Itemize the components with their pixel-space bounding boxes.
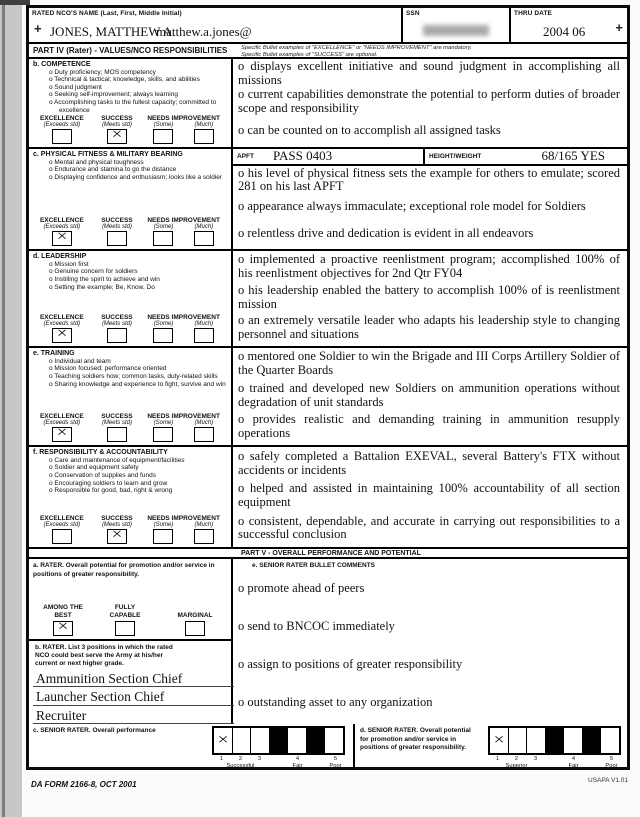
form-version: USAPA V1.01 <box>588 777 628 784</box>
rater-potential-options <box>29 602 231 636</box>
physical-fitness-bullets-cell <box>233 149 627 249</box>
needs-some-checkbox[interactable] <box>153 231 173 246</box>
needs-much-checkbox[interactable] <box>194 328 214 343</box>
much-sublabel: (Much) <box>194 320 214 327</box>
needs-some-checkbox[interactable] <box>153 529 173 544</box>
attribute-list <box>33 261 228 292</box>
position-entry: Ammunition Section Chief <box>33 669 234 688</box>
bullet-comment: o appearance always immaculate; exceptional role model for Soldiers <box>238 199 586 214</box>
success-sublabel: (Meets std) <box>101 419 132 426</box>
rater-positions-cell <box>29 641 231 725</box>
part5-rater-column <box>29 559 233 724</box>
needs-some-checkbox[interactable] <box>153 328 173 343</box>
excellence-sublabel: (Exceeds std) <box>43 521 81 528</box>
part5-bottom-row <box>29 724 627 770</box>
excellence-label: EXCELLENCE <box>39 313 84 321</box>
excellence-label: EXCELLENCE <box>39 216 84 224</box>
attribute-item: o Duty proficiency; MOS competency <box>49 68 156 76</box>
needs-improvement-label: NEEDS IMPROVEMENT <box>147 216 220 224</box>
success-sublabel: (Meets std) <box>101 121 132 128</box>
needs-much-checkbox[interactable] <box>194 529 214 544</box>
section-competence <box>29 59 627 149</box>
apft-label: APFT <box>237 152 254 160</box>
attribute-item: o Mission focused; performance oriented <box>49 365 167 373</box>
attribute-item: o Sound judgment <box>49 83 102 91</box>
section-responsibility <box>29 447 627 549</box>
section-title: b. COMPETENCE <box>33 60 91 68</box>
excellence-sublabel: (Exceeds std) <box>43 419 81 426</box>
fully-capable-checkbox[interactable] <box>115 621 135 636</box>
much-sublabel: (Much) <box>194 223 214 230</box>
attribute-item: o Displaying confidence and enthusiasm; looks like a soldier <box>49 173 223 181</box>
success-sublabel: (Meets std) <box>101 521 132 528</box>
success-checkbox[interactable] <box>107 328 127 343</box>
scale-filler <box>307 728 326 753</box>
needs-improvement-label: NEEDS IMPROVEMENT <box>147 514 220 522</box>
some-sublabel: (Some) <box>153 320 174 327</box>
registration-plus-icon: + <box>615 20 623 35</box>
needs-some-checkbox[interactable] <box>153 427 173 442</box>
much-sublabel: (Much) <box>194 121 214 128</box>
needs-much-checkbox[interactable] <box>194 427 214 442</box>
leadership-left-cell <box>29 251 233 346</box>
excellence-checkbox[interactable] <box>52 129 72 144</box>
potential-scale <box>488 726 621 770</box>
needs-much-checkbox[interactable] <box>194 231 214 246</box>
section-title: e. TRAINING <box>33 349 75 357</box>
ssn-label: SSN <box>406 10 420 17</box>
excellence-label: EXCELLENCE <box>39 114 84 122</box>
bullet-comment: o consistent, dependable, and accurate in carrying out responsibilities to a successful conclusion <box>238 513 620 542</box>
scale-box-5[interactable] <box>601 728 619 753</box>
success-checkbox[interactable]: × <box>107 129 127 144</box>
section-training <box>29 348 627 447</box>
scale-box-3[interactable] <box>251 728 270 753</box>
excellence-sublabel: (Exceeds std) <box>43 320 81 327</box>
thru-date-value: 2004 06 <box>543 24 586 39</box>
section-title: c. PHYSICAL FITNESS & MILITARY BEARING <box>33 150 183 158</box>
ssn-cell <box>401 8 509 42</box>
section-physical-fitness <box>29 149 627 251</box>
scale-words: Successful Fair Poor <box>226 763 342 770</box>
leadership-bullets-cell <box>233 251 627 346</box>
senior-rater-comments-label: e. SENIOR RATER BULLET COMMENTS <box>252 562 376 570</box>
senior-rater-potential-cell <box>355 724 627 770</box>
part4-titlebar <box>29 44 627 59</box>
position-entry: Launcher Section Chief <box>33 687 234 706</box>
competence-left-cell <box>29 59 233 147</box>
section-title: d. LEADERSHIP <box>33 252 87 260</box>
part4-note <box>241 45 472 58</box>
rater-potential-label: a. RATER. Overall potential for promotion and/or service in positions of greater responsibility. <box>33 562 215 578</box>
excellence-checkbox[interactable] <box>52 529 72 544</box>
da-form-2166-8 <box>26 5 630 770</box>
rater-positions-label: b. RATER. List 3 positions in which the rated NCO could best serve the Army at his/her current or next higher grade. <box>35 643 173 668</box>
training-bullets-cell <box>233 348 627 445</box>
name-value: JONES, MATTHEW A. <box>50 24 176 39</box>
header-row <box>29 8 627 44</box>
rating-row <box>33 314 228 343</box>
scale-filler <box>546 728 565 753</box>
senior-rater-comments-cell <box>233 559 627 724</box>
section-title: f. RESPONSIBILITY & ACCOUNTABILITY <box>33 448 168 456</box>
position-entry: Recruiter <box>33 706 234 725</box>
attribute-item: o Endurance and stamina to go the distance <box>49 166 177 174</box>
success-label: SUCCESS <box>101 514 133 522</box>
email-value: matthew.a.jones@ <box>156 24 252 39</box>
success-sublabel: (Meets std) <box>101 320 132 327</box>
bullet-comment: o mentored one Soldier to win the Brigade and III Corps Artillery Soldier of the Quarter Boards <box>238 349 620 378</box>
success-label: SUCCESS <box>101 216 133 224</box>
rating-row <box>33 413 228 442</box>
much-sublabel: (Much) <box>194 419 214 426</box>
height-weight-label: HEIGHT/WEIGHT <box>429 152 482 160</box>
senior-rater-performance-label: c. SENIOR RATER. Overall performance <box>33 727 156 735</box>
responsibility-bullets-cell <box>233 447 627 547</box>
registration-plus-icon: + <box>34 21 42 36</box>
attribute-item: o Conservation of supplies and funds <box>49 471 156 479</box>
attribute-item: o Mission first <box>49 260 89 268</box>
rated-nco-name-cell <box>29 8 401 42</box>
success-label: SUCCESS <box>101 313 133 321</box>
scale-numbers: 1 2 3 4 5 <box>495 756 614 763</box>
physical-fitness-left-cell <box>29 149 233 249</box>
among-the-best-checkbox[interactable]: × <box>53 621 73 636</box>
scale-filler <box>270 728 289 753</box>
senior-rater-potential-label: d. SENIOR RATER. Overall potential for promotion and/or service in positions of greater responsibility. <box>360 727 471 752</box>
some-sublabel: (Some) <box>153 521 174 528</box>
attribute-item: o Accomplishing tasks to the fullest capacity; committed to excellence <box>49 99 217 114</box>
bullet-comment: o promote ahead of peers <box>238 580 365 595</box>
scale-box-4[interactable] <box>564 728 583 753</box>
apft-row <box>233 149 627 166</box>
bullet-comment: o can be counted on to accomplish all assigned tasks <box>238 122 501 137</box>
scale-box-4[interactable] <box>288 728 307 753</box>
needs-much-checkbox[interactable] <box>194 129 214 144</box>
attribute-item: o Technical & tactical; knowledge, skills, and abilities <box>49 76 200 84</box>
rater-potential-cell <box>29 559 231 640</box>
bullet-comment: o displays excellent initiative and sound judgment in accomplishing all missions <box>238 58 620 87</box>
excellence-label: EXCELLENCE <box>39 514 84 522</box>
bullet-comment: o an extremely versatile leader who adapts his leadership style to changing personnel and situations <box>238 313 620 342</box>
part4-note-line1: Specific Bullet examples of "EXCELLENCE" or "NEEDS IMPROVEMENT" are mandatory. <box>241 45 472 52</box>
success-checkbox[interactable]: × <box>107 529 127 544</box>
some-sublabel: (Some) <box>153 121 174 128</box>
scale-box-1[interactable]: × <box>214 728 233 753</box>
rating-row <box>33 115 228 144</box>
excellence-sublabel: (Exceeds std) <box>43 223 81 230</box>
bullet-comment: o helped and assisted in maintaining 100% accountability of all section equipment <box>238 481 620 510</box>
needs-some-checkbox[interactable] <box>153 129 173 144</box>
rating-row <box>33 217 228 246</box>
bullet-comment: o provides realistic and demanding training in ammunition resupply operations <box>238 412 620 440</box>
among-the-best-label: AMONG THE BEST <box>43 604 83 619</box>
attribute-item: o Sharing knowledge and experience to fight, survive and win <box>49 380 226 388</box>
excellence-checkbox[interactable]: × <box>52 328 72 343</box>
excellence-label: EXCELLENCE <box>39 412 84 420</box>
part5-body <box>29 559 627 724</box>
attribute-item: o Care and maintenance of equipment/facilities <box>49 456 185 464</box>
success-label: SUCCESS <box>101 412 133 420</box>
marginal-label: MARGINAL <box>177 611 213 619</box>
attribute-list <box>33 69 228 115</box>
excellence-checkbox[interactable]: × <box>52 231 72 246</box>
some-sublabel: (Some) <box>153 419 174 426</box>
apft-value: PASS 0403 <box>273 148 333 164</box>
fully-capable-label: FULLY CAPABLE <box>109 604 141 619</box>
part4-title: PART IV (Rater) - VALUES/NCO RESPONSIBILITIES <box>33 45 228 55</box>
bullet-comment: o outstanding asset to any organization <box>238 695 433 710</box>
attribute-item: o Seeking self-improvement; always learning <box>49 91 178 99</box>
senior-rater-performance-cell <box>29 724 355 770</box>
bullet-comment: o relentless drive and dedication is evident in all endeavors <box>238 225 534 240</box>
scale-box-2[interactable] <box>233 728 252 753</box>
bullet-comment: o implemented a proactive reenlistment program; accomplished 100% of his reenlistment objectives for 2nd Qtr FY04 <box>238 252 620 280</box>
attribute-list <box>33 457 228 495</box>
attribute-item: o Individual and team <box>49 357 111 365</box>
some-sublabel: (Some) <box>153 223 174 230</box>
scale-numbers: 1 2 3 4 5 <box>219 756 338 763</box>
bullet-comment: o his level of physical fitness sets the example for others to emulate; scored 281 on his last APFT <box>238 165 620 194</box>
thru-date-cell <box>509 8 627 42</box>
scan-edge-line <box>2 0 5 817</box>
scale-words: Superior Fair Poor <box>505 763 618 770</box>
scale-filler <box>583 728 602 753</box>
scale-box-1[interactable]: × <box>490 728 509 753</box>
needs-improvement-label: NEEDS IMPROVEMENT <box>147 412 220 420</box>
training-left-cell <box>29 348 233 445</box>
excellence-checkbox[interactable]: × <box>52 427 72 442</box>
scale-box-5[interactable] <box>325 728 343 753</box>
section-leadership <box>29 251 627 348</box>
attribute-item: o Setting the example; Be, Know, Do <box>49 283 155 291</box>
excellence-sublabel: (Exceeds std) <box>43 121 81 128</box>
bullet-comment: o send to BNCOC immediately <box>238 618 395 633</box>
attribute-list <box>33 159 228 182</box>
attribute-item: o Instilling the spirit to achieve and win <box>49 275 160 283</box>
success-sublabel: (Meets std) <box>101 223 132 230</box>
needs-improvement-label: NEEDS IMPROVEMENT <box>147 313 220 321</box>
success-checkbox[interactable] <box>107 231 127 246</box>
bullet-comment: o trained and developed new Soldiers on ammunition operations without degradation of unit standards <box>238 380 620 409</box>
bullet-comment: o his leadership enabled the battery to accomplish 100% of is reenlistment mission <box>238 282 620 311</box>
ssn-redacted-value <box>423 25 489 36</box>
responsibility-left-cell <box>29 447 233 547</box>
attribute-item: o Responsible for good, bad, right & wrong <box>49 487 173 495</box>
much-sublabel: (Much) <box>194 521 214 528</box>
attribute-list <box>33 358 228 389</box>
part5-title: PART V - OVERALL PERFORMANCE AND POTENTIAL <box>241 549 421 557</box>
form-number: DA FORM 2166-8, OCT 2001 <box>31 780 137 789</box>
scale-box-2[interactable] <box>509 728 528 753</box>
attribute-item: o Teaching soldiers how; common tasks, duty-related skills <box>49 372 218 380</box>
attribute-item: o Genuine concern for soldiers <box>49 268 138 276</box>
part4-note-line2: Specific Bullet examples of "SUCCESS" are optional. <box>241 51 378 58</box>
part5-titlebar <box>29 549 627 560</box>
scale-box-3[interactable] <box>527 728 546 753</box>
bullet-comment: o safely completed a Battalion EXEVAL, several Battery's FTX without accidents or incidents <box>238 448 620 477</box>
height-weight-value: 68/165 YES <box>541 148 605 164</box>
bullet-comment: o assign to positions of greater responsibility <box>238 657 463 672</box>
success-checkbox[interactable] <box>107 427 127 442</box>
thru-date-label: THRU DATE <box>514 10 552 17</box>
rating-row <box>33 515 228 544</box>
attribute-item: o Mental and physical toughness <box>49 158 144 166</box>
bullet-comment: o current capabilities demonstrate the potential to perform duties of broader scope and responsibility <box>238 87 620 116</box>
needs-improvement-label: NEEDS IMPROVEMENT <box>147 114 220 122</box>
name-label: RATED NCO'S NAME (Last, First, Middle Initial) <box>32 10 182 17</box>
competence-bullets-cell <box>233 59 627 147</box>
attribute-item: o Encouraging soldiers to learn and grow <box>49 479 168 487</box>
performance-scale <box>212 726 345 770</box>
attribute-item: o Soldier and equipment safety <box>49 464 139 472</box>
success-label: SUCCESS <box>101 114 133 122</box>
marginal-checkbox[interactable] <box>185 621 205 636</box>
